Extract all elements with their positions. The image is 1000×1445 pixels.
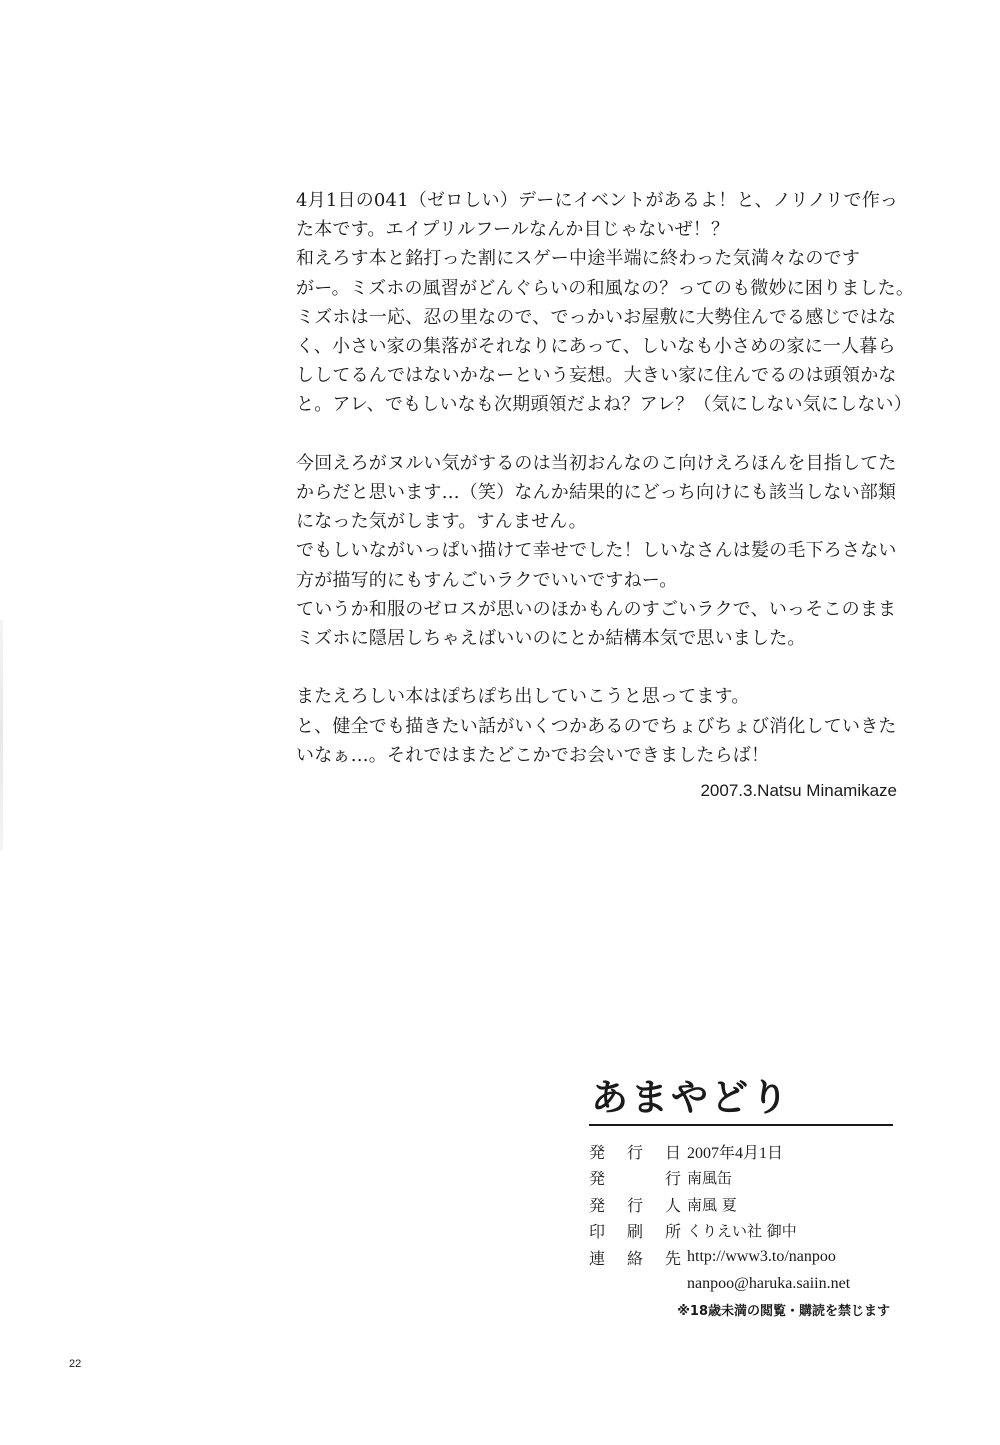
text-line: またえろしい本はぽちぽち出していこうと思ってます。 <box>296 686 750 708</box>
colophon <box>589 1075 894 1297</box>
book-title: あまやどり <box>591 1076 791 1119</box>
text-line: 方が描写的にもすんごいラクでいいですねー。 <box>296 569 678 591</box>
text-line: いなぁ…。それではまたどこかでお会いできましたらば！ <box>296 744 770 766</box>
pub-label: 連 絡 先 <box>589 1248 681 1268</box>
text-line: ミズホは一応、忍の里なので、でっかいお屋敷に大勢住んでる感じではな <box>296 306 897 328</box>
text-line: と。アレ、でもしいなも次期頭領だよね？アレ？（気にしない気にしない） <box>296 394 912 416</box>
contact-url: http://www3.to/nanpoo <box>687 1248 836 1266</box>
pub-label: 発 行 <box>589 1169 681 1189</box>
text-line: ミズホに隠居しちゃえばいいのにとか結構本気で思いました。 <box>296 628 806 650</box>
text-line: ていうか和服のゼロスが思いのほかもんのすごいラクで、いっそこのまま <box>296 598 897 620</box>
pub-row-email <box>589 1271 894 1298</box>
text-line: でもしいながいっぱい描けて幸せでした！しいなさんは髪の毛下ろさない <box>296 540 897 562</box>
text-line: と、健全でも描きたい話がいくつかあるのでちょびちょび消化していきた <box>296 715 897 737</box>
text-line: ししてるんではないかなーという妄想。大きい家に住んでるのは頭領かな <box>296 365 897 387</box>
pub-row-date <box>589 1138 894 1165</box>
text-line: 和えろす本と銘打った割にスゲー中途半端に終わった気満々なのです <box>296 248 861 270</box>
text-line: 4月1日の041（ゼロしい）デーにイベントがあるよ！と、ノリノリで作っ <box>296 190 899 211</box>
scan-edge-shadow <box>0 620 3 850</box>
page-number: 22 <box>69 1358 82 1370</box>
pub-label: 発 行 人 <box>589 1195 681 1215</box>
pub-label: 発 行 日 <box>589 1142 681 1162</box>
age-restriction-notice: ※18歳未満の閲覧・購読を禁じます <box>677 1304 890 1319</box>
pub-row-contact <box>589 1244 894 1271</box>
publication-info <box>589 1138 894 1297</box>
afterword-paragraph-2 <box>296 449 908 653</box>
afterword-text <box>296 186 915 799</box>
text-line: く、小さい家の集落がそれなりにあって、しいなも小さめの家に一人暮ら <box>296 336 896 358</box>
pub-date-value: 2007年4月1日 <box>687 1144 784 1162</box>
text-line: た本です。エイプリルフールなんか目じゃないぜ！？ <box>296 219 730 241</box>
issuer-value: 南風 夏 <box>687 1195 737 1214</box>
afterword-signature: 2007.3.Natsu Minamikaze <box>700 781 897 800</box>
text-line: からだと思います…（笑）なんか結果的にどっち向けにも該当しない部類 <box>296 482 897 504</box>
pub-label: 印 刷 所 <box>589 1222 681 1242</box>
printer-value: くりえい社 御中 <box>687 1222 797 1241</box>
pub-row-publisher <box>589 1165 894 1192</box>
pub-row-issuer <box>589 1191 894 1218</box>
title-rule <box>589 1124 893 1126</box>
text-line: になった気がします。すんません。 <box>296 511 587 533</box>
afterword-paragraph-1 <box>296 186 915 420</box>
pub-row-printer <box>589 1218 894 1245</box>
publisher-value: 南風缶 <box>687 1169 733 1188</box>
contact-email: nanpoo@haruka.saiin.net <box>687 1274 851 1292</box>
text-line: 今回えろがヌルい気がするのは当初おんなのこ向けえろほんを目指してた <box>296 452 897 474</box>
afterword-paragraph-3 <box>296 682 908 770</box>
text-line: がー。ミズホの風習がどんぐらいの和風なの？ってのも微妙に困りました。 <box>296 277 915 299</box>
